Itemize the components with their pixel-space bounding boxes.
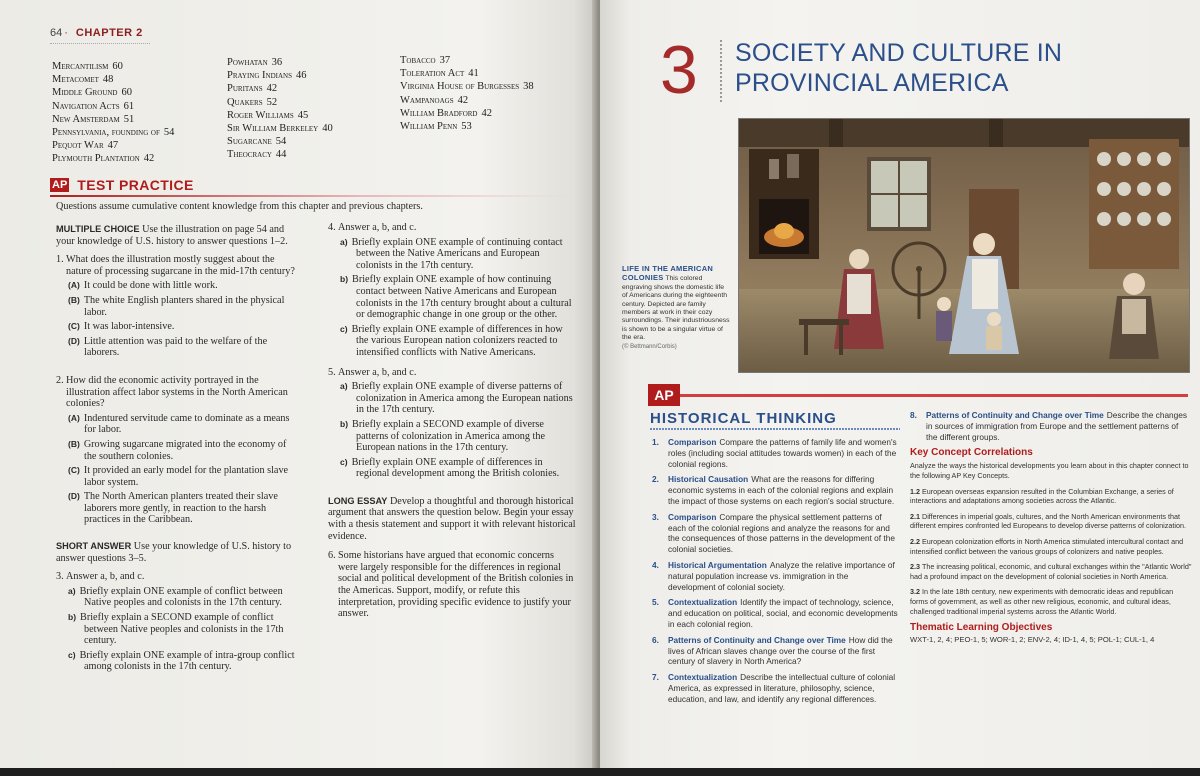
historical-thinking-list — [652, 437, 898, 710]
key-term-name: Virginia House of Burgesses — [400, 81, 520, 93]
key-concept-text: European overseas expansion resulted in the Columbian Exchange, a series of interactions and adaptations among societies across the Atlantic. — [910, 486, 1174, 506]
key-term — [227, 122, 397, 135]
key-term-name: Quakers — [227, 96, 263, 108]
test-practice-header — [50, 176, 570, 198]
item-skill: Contextualization — [668, 672, 738, 683]
key-concept — [910, 562, 1192, 581]
terms-column-1 — [52, 60, 222, 166]
key-concept-text: In the late 18th century, new experiments with democratic ideas and republican forms of government, as well as other new religious, economic, and cultural ideas, challenged traditional imperial systems across the Atlantic World. — [910, 587, 1174, 616]
le-label: LONG ESSAY — [328, 495, 388, 506]
question-2 — [56, 375, 296, 526]
key-term — [400, 67, 580, 80]
key-term — [227, 135, 397, 148]
key-term-name: Pennsylvania, founding of — [52, 127, 160, 139]
engraving-illustration — [739, 119, 1190, 373]
item-text: Compare the physical settlement patterns of each of the colonial regions and analyze the reasons for and the consequences of those patterns in the development of the colonial societies. — [668, 511, 895, 555]
running-head: 64 · CHAPTER 2 — [50, 27, 143, 39]
answer-option — [66, 321, 296, 333]
key-term-name: Metacomet — [52, 74, 99, 86]
key-term-page: 42 — [143, 153, 155, 165]
key-term-name: Powhatan — [227, 57, 268, 68]
item-number: 4. — [652, 559, 659, 570]
key-concept-code: 2.1 — [910, 511, 922, 521]
option-letter: c) — [340, 323, 348, 334]
historical-thinking-item — [652, 672, 898, 704]
q1-text: What does the illustration mostly suggest about the nature of processing sugarcane in the mid-17th century? — [66, 254, 295, 277]
page-number: 64 — [50, 27, 63, 39]
q5-number: 5. — [328, 366, 336, 378]
question-1 — [56, 254, 296, 359]
item-skill: Historical Causation — [668, 474, 749, 485]
key-term-name: Pequot War — [52, 140, 104, 152]
item-skill: Patterns of Continuity and Change over Time — [926, 410, 1104, 420]
q1-options — [66, 280, 296, 359]
q1-number: 1. — [56, 254, 64, 266]
historical-thinking-item — [652, 560, 898, 592]
answer-option — [338, 237, 576, 272]
key-term-name: Navigation Acts — [52, 100, 120, 112]
item-skill: Comparison — [668, 437, 717, 447]
left-page — [0, 0, 598, 776]
key-term — [227, 82, 397, 95]
option-text: Growing sugarcane migrated into the economy of the southern colonies. — [83, 438, 287, 462]
caption-title: LIFE IN THE AMERICAN COLONIES — [622, 264, 714, 283]
terms-column-3 — [400, 54, 580, 133]
item-number: 5. — [652, 597, 659, 608]
q4-number: 4. — [328, 222, 336, 233]
option-text: Little attention was paid to the welfare of the laborers. — [83, 335, 268, 359]
item-number: 3. — [652, 511, 659, 522]
option-letter: a) — [340, 381, 348, 392]
option-letter: (D) — [68, 335, 80, 346]
key-term-name: William Penn — [400, 121, 458, 133]
le-intro-text: Develop a thoughtful and thorough historical argument that answers the question below. Begin your essay with a thesis statement and support it with relevant historical evidence. — [328, 495, 576, 542]
key-term — [52, 86, 222, 99]
historical-thinking-list-cont — [910, 410, 1192, 442]
answer-option — [66, 295, 296, 318]
bottom-edge — [0, 768, 1200, 776]
key-concept-text: Differences in imperial goals, cultures, and the North American environments that different empires confronted led Europeans to develop diverse patterns of colonization. — [910, 511, 1186, 531]
item-text: Compare the patterns of family life and women's roles (including social attitudes towards women) in each of the colonial regions. — [668, 437, 897, 469]
answer-option — [338, 457, 576, 480]
key-term-name: Wampanoags — [400, 94, 454, 106]
item-skill: Comparison — [668, 511, 717, 522]
colonial-life-engraving — [738, 118, 1190, 373]
option-text: Briefly explain ONE example of diverse patterns of colonization in America among the European nations in the 17th century. — [351, 381, 573, 416]
q6-text: Some historians have argued that economic concerns were largely responsible for the differences in regional social and political development of the British colonies in the Americas. Support, modify, or refute this interpretation, providing specific evidence to justify your answer. — [338, 550, 574, 620]
option-letter: (C) — [68, 321, 80, 332]
sa-label: SHORT ANSWER — [56, 541, 132, 552]
option-letter: (C) — [68, 465, 80, 476]
key-term — [227, 69, 397, 82]
key-concepts-title: Key Concept Correlations — [910, 447, 1033, 459]
key-term-page: 42 — [481, 107, 492, 119]
answer-option — [66, 586, 296, 609]
key-term-name: Toleration Act — [400, 68, 465, 80]
key-term-name: Sugarcane — [227, 136, 272, 148]
key-term — [227, 148, 397, 161]
q4-options — [338, 237, 576, 359]
q3-options — [66, 586, 296, 673]
answer-option — [338, 419, 576, 454]
key-concept-code: 1.2 — [910, 486, 922, 496]
key-term-name: Middle Ground — [52, 87, 118, 99]
option-text: The white English planters shared in the physical labor. — [83, 294, 285, 318]
key-term-page: 61 — [123, 100, 135, 112]
key-term-page: 60 — [112, 61, 123, 72]
historical-thinking-title: HISTORICAL THINKING — [650, 410, 837, 427]
test-column-right — [328, 222, 576, 620]
option-text: It could be done with little work. — [83, 280, 218, 292]
key-term-name: Theocracy — [227, 149, 272, 161]
option-letter: b) — [340, 274, 349, 285]
key-concept-code: 3.2 — [910, 587, 922, 597]
key-term-page: 40 — [322, 123, 333, 135]
key-term-page: 36 — [271, 57, 283, 68]
key-term-page: 42 — [457, 94, 469, 106]
key-term-page: 47 — [107, 140, 119, 152]
key-term-name: Praying Indians — [227, 70, 292, 82]
q2-number: 2. — [56, 374, 64, 386]
key-term-page: 46 — [295, 70, 307, 82]
q4-text: Answer a, b, and c. — [338, 222, 417, 233]
q2-text: How did the economic activity portrayed in the illustration affect labor systems in the North American colonies? — [66, 374, 288, 410]
item-text: Describe the changes in sources of immigration from Europe and the settlement patterns of the different groups. — [926, 410, 1188, 442]
key-term — [52, 139, 222, 152]
key-term-name: Mercantilism — [52, 61, 109, 72]
option-text: Briefly explain ONE example of how continuing contact between Native Americans and European colonists in the 17th century brought about a cultural or demographic change in one group or the other. — [352, 274, 572, 321]
key-term-name: Tobacco — [400, 55, 436, 66]
question-4 — [328, 222, 576, 359]
q2-options — [66, 413, 296, 526]
test-practice-rule — [50, 195, 570, 197]
option-letter: (B) — [68, 294, 80, 305]
item-text: What are the reasons for differing economic systems in each of the colonial regions and explain the impact of those systems on each region's social structure. — [668, 474, 895, 506]
key-term — [400, 94, 580, 107]
answer-option — [338, 324, 576, 359]
q5-options — [338, 381, 576, 480]
question-6 — [328, 550, 576, 620]
chapter-title-line-1: SOCIETY AND CULTURE IN — [735, 39, 1063, 67]
key-term — [400, 80, 580, 93]
ap-ribbon — [648, 382, 1188, 408]
item-text: Identify the impact of technology, science, and education on political, social, and economic developments in each colonial region. — [668, 597, 898, 629]
answer-option — [66, 439, 296, 462]
answer-option — [66, 465, 296, 488]
key-term-page: 52 — [266, 96, 278, 108]
chapter-title-line-2: PROVINCIAL AMERICA — [735, 69, 1009, 97]
test-practice-title: TEST PRACTICE — [77, 177, 194, 194]
test-practice-intro: Questions assume cumulative content knowledge from this chapter and previous chapters. — [56, 201, 423, 212]
item-text: How did the lives of African slaves change over the course of the first century of slavery in North America? — [668, 634, 893, 667]
mc-intro-text: Use the illustration on page 54 and your knowledge of U.S. history to answer questions 1–2. — [56, 224, 288, 247]
option-text: It provided an early model for the plantation slave labor system. — [83, 465, 289, 488]
key-term — [52, 126, 222, 139]
key-concepts-intro: Analyze the ways the historical developments you learn about in this chapter connect to the following AP Key Concepts. — [910, 461, 1189, 480]
key-term-page: 48 — [102, 74, 114, 86]
right-page — [600, 0, 1200, 776]
item-number: 8. — [910, 410, 917, 420]
item-number: 6. — [652, 634, 659, 645]
option-letter: a) — [340, 236, 348, 247]
mc-label: MULTIPLE CHOICE — [56, 224, 140, 234]
key-concept — [910, 512, 1192, 531]
option-text: Briefly explain ONE example of continuing contact between the Native Americans and European colonists in the 17th century. — [351, 236, 563, 271]
answer-option — [66, 413, 296, 436]
key-concept-code: 2.3 — [910, 562, 922, 572]
key-term-page: 45 — [297, 109, 309, 121]
option-letter: (A) — [68, 412, 80, 423]
historical-thinking-badge — [648, 382, 1188, 413]
historical-thinking-item — [652, 437, 898, 469]
option-letter: c) — [68, 649, 76, 660]
q3-number: 3. — [56, 571, 64, 583]
answer-option — [66, 650, 296, 673]
key-concept — [910, 587, 1192, 616]
key-term-page: 54 — [275, 136, 287, 148]
key-term-page: 44 — [275, 149, 287, 161]
chapter-title-rule — [720, 40, 722, 102]
historical-thinking-rule — [650, 428, 900, 430]
chapter-label: CHAPTER 2 — [75, 27, 143, 39]
chapter-number: 3 — [660, 32, 698, 108]
answer-option — [66, 280, 296, 292]
option-letter: (A) — [68, 280, 80, 291]
sa-intro-text: Use your knowledge of U.S. history to answer questions 3–5. — [56, 541, 292, 564]
key-term-name: Sir William Berkeley — [227, 123, 319, 135]
option-letter: b) — [68, 612, 77, 623]
historical-thinking-item — [652, 597, 898, 629]
key-term — [52, 60, 222, 73]
key-concept-text: European colonization efforts in North America stimulated intercultural contact and intensified conflict between the various groups of colonizers and native peoples. — [910, 536, 1184, 556]
option-letter: (B) — [68, 438, 80, 449]
key-term-name: New Amsterdam — [52, 113, 120, 125]
question-5 — [328, 366, 576, 480]
q3-text: Answer a, b, and c. — [66, 571, 145, 583]
answer-option — [66, 336, 296, 359]
right-sidebar — [910, 410, 1192, 645]
key-term — [400, 120, 580, 133]
historical-thinking-item — [652, 635, 898, 667]
option-text: Indentured servitude came to dominate as a means for labor. — [83, 412, 290, 436]
key-term — [227, 96, 397, 109]
item-skill: Patterns of Continuity and Change over Time — [668, 634, 846, 645]
option-text: The North American planters treated their slave laborers more gently, in reaction to the harsh practices in the Caribbean. — [83, 491, 278, 526]
historical-thinking-item — [652, 512, 898, 555]
key-term — [400, 107, 580, 120]
answer-option — [338, 274, 576, 320]
key-term — [52, 73, 222, 86]
key-concept — [910, 537, 1192, 556]
option-text: Briefly explain ONE example of differences in regional development among the British colonies. — [351, 456, 560, 480]
ht-ap-badge-text: AP — [654, 387, 674, 403]
item-number: 7. — [652, 672, 659, 683]
key-concept-code: 2.2 — [910, 536, 922, 546]
key-term-page: 42 — [266, 83, 278, 95]
key-term-page: 54 — [163, 127, 175, 139]
le-intro — [328, 496, 576, 542]
key-term-name: Plymouth Plantation — [52, 153, 140, 165]
ap-badge: AP — [52, 179, 68, 192]
key-term — [52, 100, 222, 113]
option-letter: c) — [340, 456, 348, 467]
q6-number: 6. — [328, 550, 336, 562]
key-term-name: William Bradford — [400, 107, 478, 119]
caption-text: This colored engraving shows the domestic life of Americans during the eighteenth century. Depicted are family members at work in their cozy surroundings. Their industriousness is shown to be a singular virtue of the era. — [622, 275, 730, 342]
sa-intro — [56, 541, 296, 564]
historical-thinking-item — [652, 474, 898, 506]
option-text: Briefly explain a SECOND example of conflict between Native peoples and colonists in the 17th century. — [80, 612, 284, 647]
test-column-left — [56, 224, 296, 673]
answer-option — [66, 612, 296, 647]
option-text: Briefly explain a SECOND example of diverse patterns of colonization in America among the European nations in the 17th century. — [352, 418, 545, 454]
key-term-name: Puritans — [227, 83, 263, 95]
key-term — [227, 109, 397, 122]
option-text: Briefly explain ONE example of intra-group conflict among colonists in the 17th century. — [79, 649, 295, 673]
caption-credit: (© Bettmann/Corbis) — [622, 343, 677, 350]
key-term — [52, 113, 222, 126]
option-text: It was labor-intensive. — [83, 321, 175, 333]
chapter-title — [735, 38, 1062, 98]
mc-intro — [56, 224, 296, 247]
answer-option — [66, 491, 296, 526]
answer-option — [338, 381, 576, 416]
running-head-rule — [50, 43, 150, 44]
option-text: Briefly explain ONE example of differences in how the various European nation colonizers reacted to intensified conflicts with Native Americans. — [351, 323, 563, 358]
key-term-page: 53 — [461, 121, 472, 133]
objectives-title: Thematic Learning Objectives — [910, 622, 1053, 634]
key-concepts-list — [910, 461, 1192, 616]
terms-column-2 — [227, 56, 397, 162]
question-3 — [56, 571, 296, 673]
item-skill: Historical Argumentation — [668, 559, 767, 570]
key-term-page: 37 — [439, 55, 451, 66]
item-skill: Contextualization — [668, 597, 738, 608]
engraving-caption — [622, 265, 730, 351]
option-letter: (D) — [68, 491, 80, 502]
item-number: 2. — [652, 474, 659, 485]
option-letter: b) — [340, 418, 349, 429]
key-term-page: 60 — [121, 87, 132, 99]
key-term — [227, 56, 397, 69]
key-term — [400, 54, 580, 67]
key-term-page: 38 — [523, 81, 534, 93]
option-text: Briefly explain ONE example of conflict between Native peoples and colonists in the 17th century. — [79, 585, 283, 609]
key-term-page: 51 — [123, 113, 135, 125]
key-concept-text: The increasing political, economic, and cultural exchanges within the "Atlantic World" had a profound impact on the development of colonial societies in North America. — [910, 562, 1192, 581]
item-number: 1. — [652, 437, 659, 447]
item-text: Analyze the relative importance of natural population increase vs. immigration in the development of colonial society. — [668, 559, 895, 592]
item-text: Describe the intellectual culture of colonial America, as expressed in literature, philosophy, science, education, and law, and identify any regional differences. — [668, 672, 896, 704]
option-letter: a) — [68, 585, 76, 596]
key-term — [52, 152, 222, 165]
key-term-page: 41 — [468, 68, 479, 80]
key-concept — [910, 487, 1192, 506]
objectives-text: WXT-1, 2, 4; PEO-1, 5; WOR-1, 2; ENV-2, 4; ID-1, 4, 5; POL-1; CUL-1, 4 — [910, 635, 1155, 645]
q5-text: Answer a, b, and c. — [338, 366, 417, 378]
key-term-name: Roger Williams — [227, 109, 294, 121]
historical-thinking-item — [910, 410, 1192, 442]
